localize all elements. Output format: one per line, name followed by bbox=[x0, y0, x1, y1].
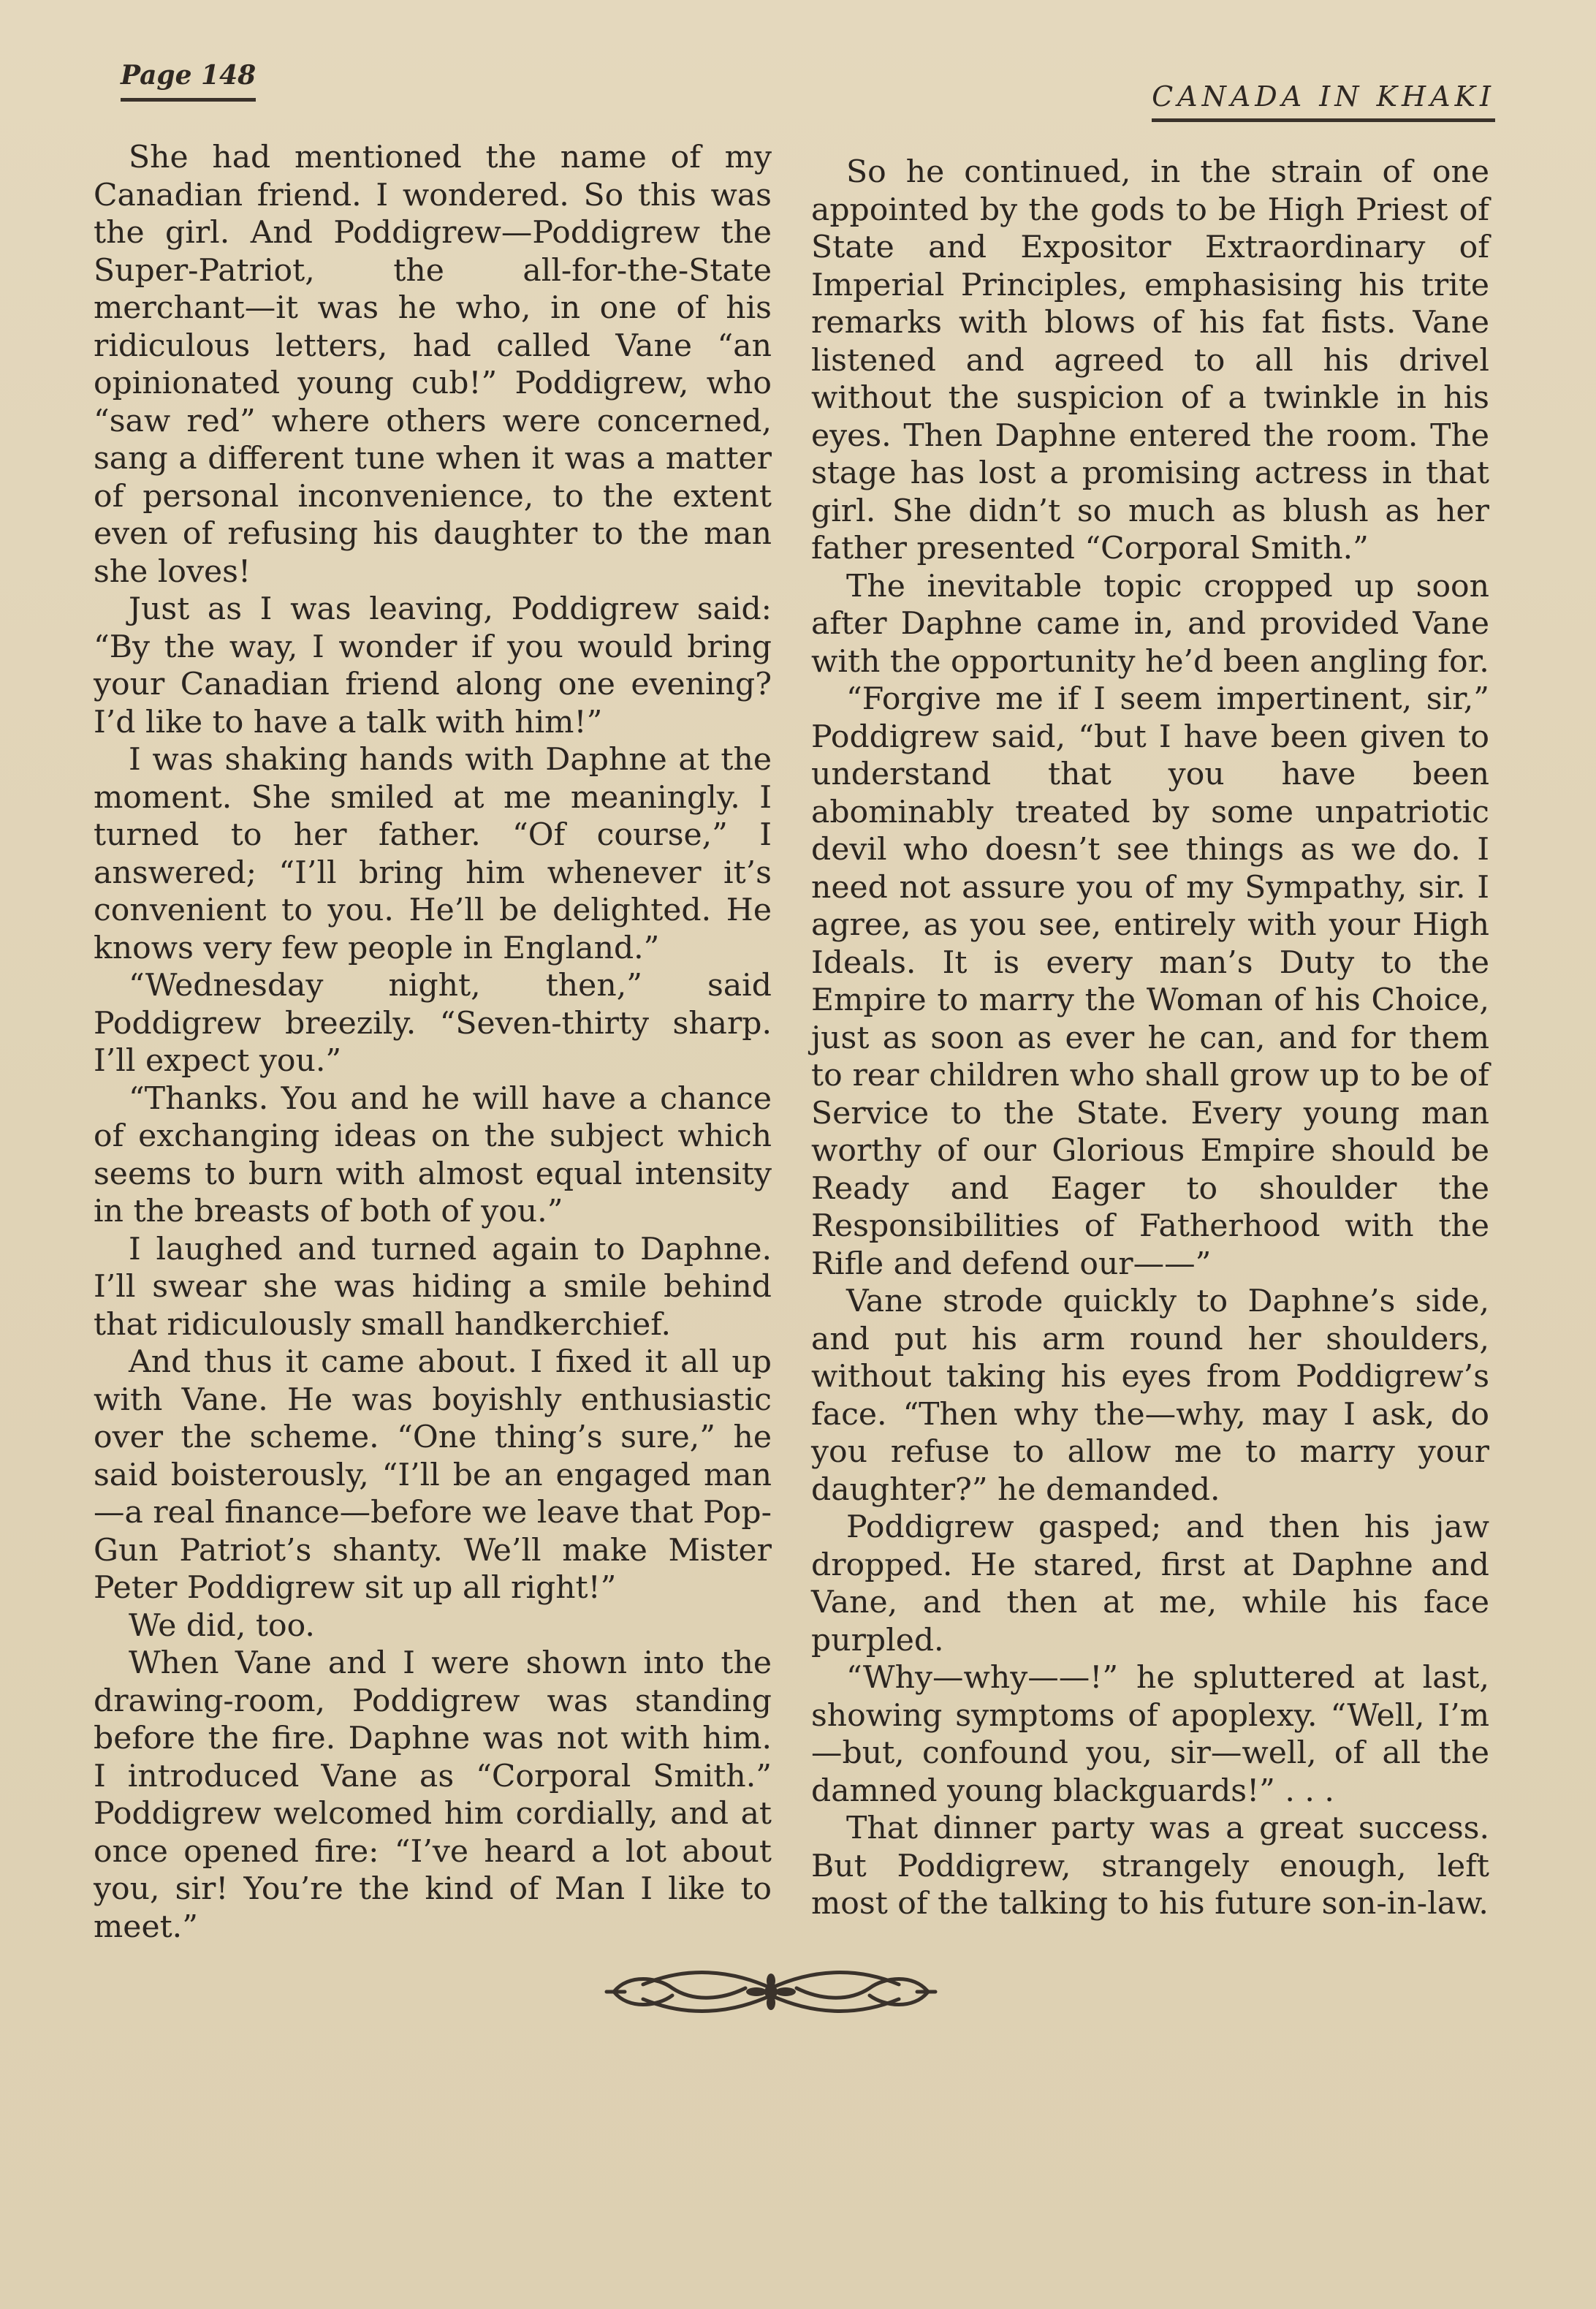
page-number: Page 148 bbox=[121, 60, 256, 102]
paragraph: So he continued, in the strain of one appointed by the gods to be High Priest of State and Expositor Extraordinary of Imperial Principles, emphasising his trite remarks with blows of his fat fists. Vane listened and agreed to all his drivel without the suspicion of a twinkle in his eyes. Then Daphne entered the room. The stage has lost a promising actress in that girl. She didn’t so much as blush as her father presented “Corporal Smith.” bbox=[811, 154, 1489, 566]
paragraph: I laughed and turned again to Daphne. I’ll swear she was hiding a smile behind that ridiculously small handkerchief. bbox=[94, 1231, 772, 1343]
paragraph: “Wednesday night, then,” said Poddigrew breezily. “Seven-thirty sharp. I’ll expect you.” bbox=[94, 968, 772, 1079]
right-column bbox=[811, 153, 1489, 1923]
paragraph: We did, too. bbox=[129, 1607, 315, 1644]
ornament-icon bbox=[599, 1959, 943, 2025]
paragraph: When Vane and I were shown into the drawing-room, Poddigrew was standing before the fire. Daphne was not with him. I introduced Vane as “Corporal Smith.” Poddigrew welcomed him cordially, and at once opened fire: “I’ve heard a lot about you, sir! You’re the kind of Man I like to meet.” bbox=[94, 1645, 772, 1945]
paragraph: “Why—why——!” he spluttered at last, showing symptoms of apoplexy. “Well, I’m—but, confound you, sir—well, of all the damned young blackguards!” . . . bbox=[811, 1660, 1489, 1809]
paragraph: And thus it came about. I fixed it all up with Vane. He was boyishly enthusiastic over the scheme. “One thing’s sure,” he said boisterously, “I’ll be an engaged man—a real finance—before we leave that Pop-Gun Patriot’s shanty. We’ll make Mister Peter Poddigrew sit up all right!” bbox=[94, 1344, 772, 1606]
paragraph: Vane strode quickly to Daphne’s side, and put his arm round her shoulders, without taking his eyes from Poddigrew’s face. “Then why the—why, may I ask, do you refuse to allow me to marry your daughter?” he demanded. bbox=[811, 1284, 1489, 1508]
paragraph: The inevitable topic cropped up soon after Daphne came in, and provided Vane with the opportunity he’d been angling for. bbox=[811, 568, 1489, 680]
running-title: CANADA IN KHAKI bbox=[1152, 80, 1495, 122]
paragraph: Poddigrew gasped; and then his jaw dropped. He stared, first at Daphne and Vane, and then at me, while his face purpled. bbox=[811, 1509, 1489, 1658]
paragraph: She had mentioned the name of my Canadian friend. I wondered. So this was the girl. And Poddigrew—Poddigrew the Super-Patriot, the all-for-the-State merchant—it was he who, in one of his ridiculous letters, had called Vane “an opinionated young cub!” Poddigrew, who “saw red” where others were concerned, sang a different tune when it was a matter of personal inconvenience, to the extent even of refusing his daughter to the man she loves! bbox=[94, 140, 772, 590]
paragraph: I was shaking hands with Daphne at the moment. She smiled at me meaningly. I turned to her father. “Of course,” I answered; “I’ll bring him whenever it’s convenient to you. He’ll be delighted. He knows very few people in England.” bbox=[94, 742, 772, 966]
paragraph: “Forgive me if I seem impertinent, sir,” Poddigrew said, “but I have been given to understand that you have been abominably treated by some unpatriotic devil who doesn’t see things as we do. I need not assure you of my Sympathy, sir. I agree, as you see, entirely with your High Ideals. It is every man’s Duty to the Empire to marry the Woman of his Choice, just as soon as ever he can, and for them to rear children who shall grow up to be of Service to the State. Every young man worthy of our Glorious Empire should be Ready and Eager to shoulder the Responsibilities of Fatherhood with the Rifle and defend our——” bbox=[811, 681, 1489, 1282]
paragraph: “Thanks. You and he will have a chance of exchanging ideas on the subject which seems to burn with almost equal intensity in the breasts of both of you.” bbox=[94, 1080, 772, 1229]
paragraph: Just as I was leaving, Poddigrew said: “By the way, I wonder if you would bring your Canadian friend along one evening? I’d like to have a talk with him!” bbox=[94, 591, 772, 740]
left-column bbox=[94, 139, 772, 1946]
paragraph: That dinner party was a great success. But Poddigrew, strangely enough, left most of the talking to his future son-in-law. bbox=[811, 1811, 1489, 1922]
